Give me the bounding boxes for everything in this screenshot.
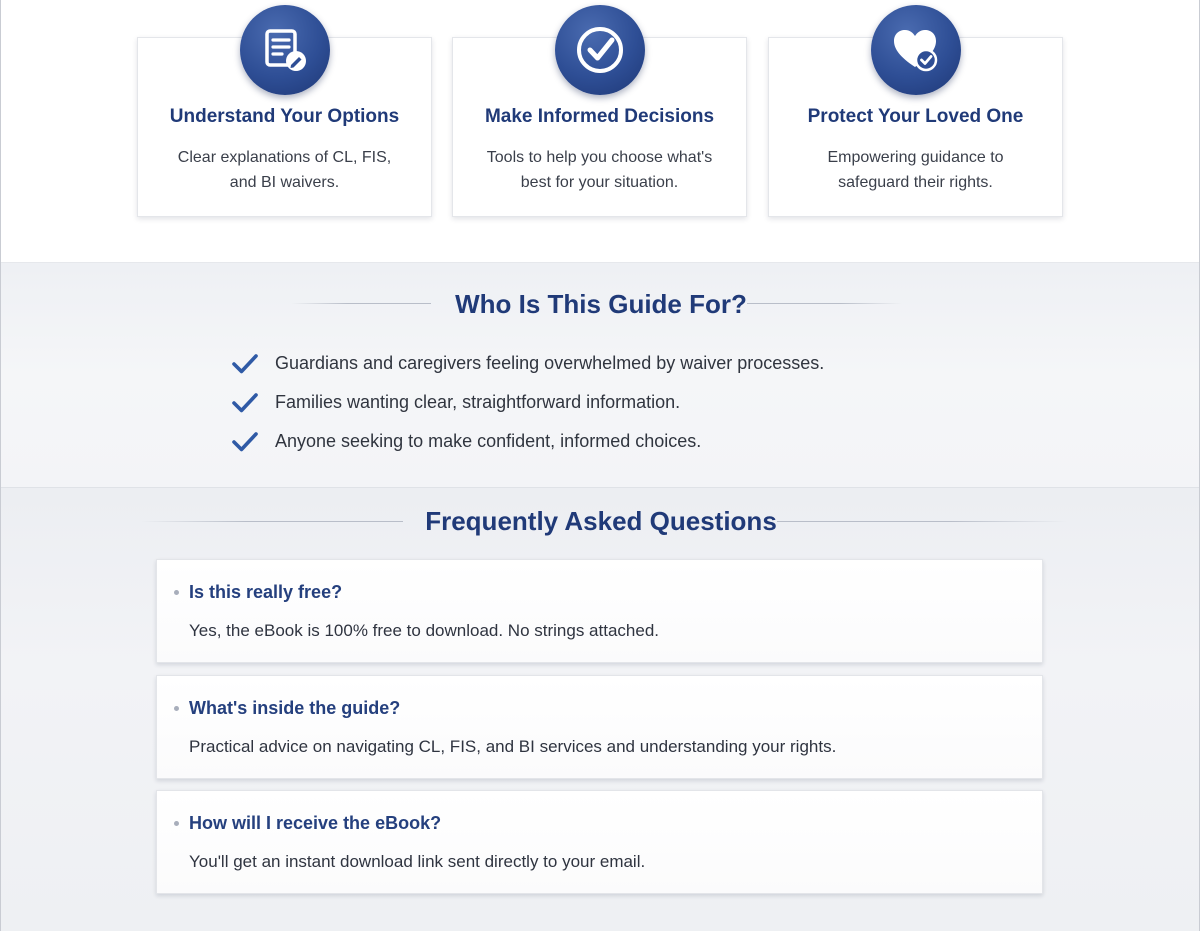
- list-item-text: Anyone seeking to make confident, informed choices.: [275, 431, 702, 451]
- feature-description: Tools to help you choose what's best for your situation.: [486, 149, 713, 191]
- faq-question[interactable]: How will I receive the eBook?: [189, 813, 442, 833]
- feature-badge: [240, 5, 330, 95]
- faq-answer: Practical advice on navigating CL, FIS, and BI services and understanding your rights.: [189, 737, 837, 756]
- feature-card-protect-loved-one: [768, 37, 1063, 217]
- feature-title: Protect Your Loved One: [807, 106, 1024, 127]
- feature-title: Understand Your Options: [169, 106, 400, 127]
- faq-item[interactable]: [156, 790, 1043, 894]
- feature-badge: [871, 5, 961, 95]
- who-section: [1, 262, 1200, 487]
- faq-question[interactable]: Is this really free?: [189, 582, 343, 602]
- bullet-dot: [174, 821, 179, 826]
- faq-answer: Yes, the eBook is 100% free to download. No strings attached.: [189, 621, 659, 640]
- title-divider-right: [747, 303, 902, 304]
- bullet-dot: [174, 706, 179, 711]
- checkmark-icon: [231, 430, 259, 454]
- feature-title: Make Informed Decisions: [484, 106, 715, 127]
- list-item: [231, 388, 824, 427]
- features-section: [1, 0, 1200, 262]
- feature-description: Empowering guidance to safeguard their rights.: [827, 149, 1004, 191]
- checkmark-circle-icon: [570, 20, 630, 80]
- who-title: Who Is This Guide For?: [455, 289, 747, 319]
- feature-badge: [555, 5, 645, 95]
- list-item: [231, 349, 824, 388]
- list-item: [231, 427, 824, 466]
- faq-item[interactable]: [156, 559, 1043, 663]
- feature-description: Clear explanations of CL, FIS, and BI waivers.: [177, 149, 392, 191]
- document-edit-icon: [255, 20, 315, 80]
- feature-card-understand-options: [137, 37, 432, 217]
- heart-check-icon: [886, 20, 946, 80]
- list-item-text: Families wanting clear, straightforward information.: [275, 392, 681, 412]
- faq-question[interactable]: What's inside the guide?: [189, 698, 401, 718]
- title-divider-right: [777, 521, 1067, 522]
- faq-answer: You'll get an instant download link sent directly to your email.: [189, 852, 646, 871]
- checkmark-icon: [231, 352, 259, 376]
- who-list: [231, 349, 824, 466]
- checkmark-icon: [231, 391, 259, 415]
- bullet-dot: [174, 590, 179, 595]
- faq-item[interactable]: [156, 675, 1043, 779]
- faq-title: Frequently Asked Questions: [425, 506, 777, 536]
- list-item-text: Guardians and caregivers feeling overwhelmed by waiver processes.: [275, 353, 825, 373]
- feature-card-informed-decisions: [452, 37, 747, 217]
- faq-section: [1, 487, 1200, 931]
